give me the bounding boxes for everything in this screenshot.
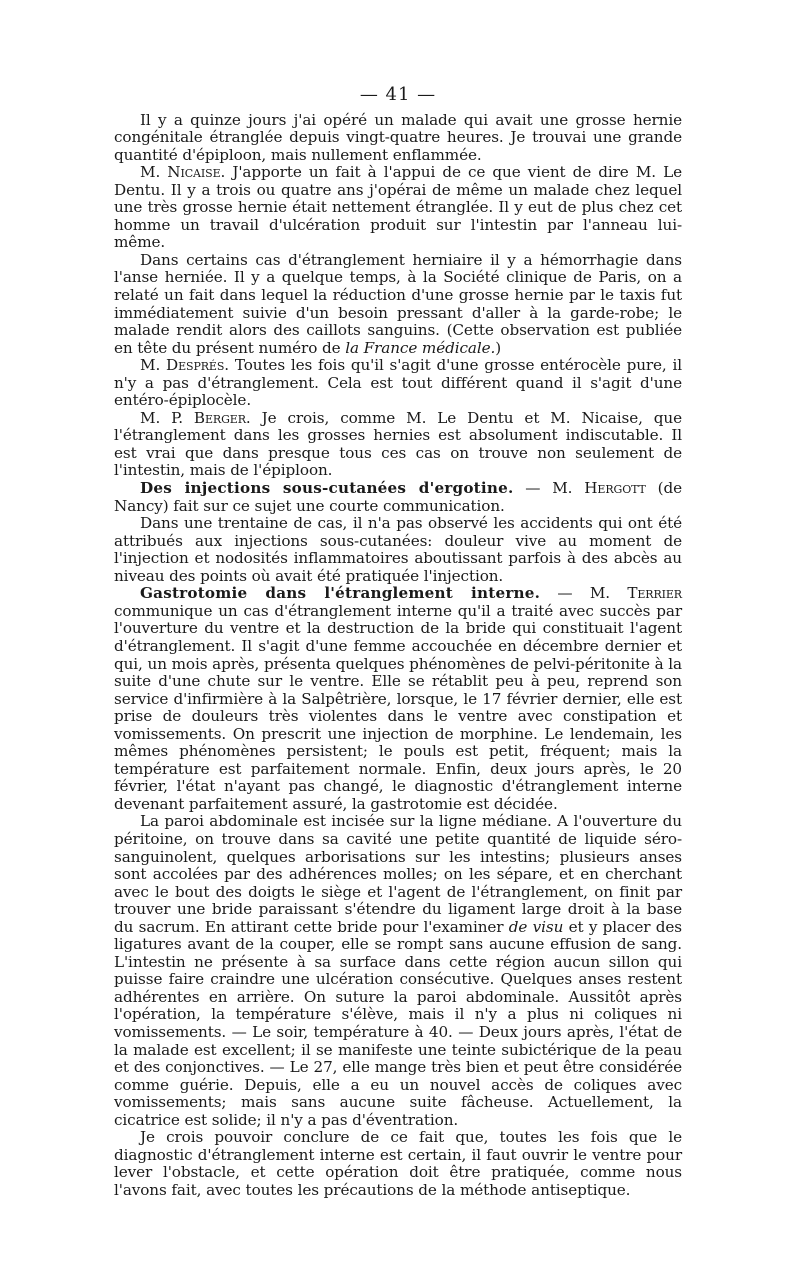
paragraph-8-text: communique un cas d'étranglement interne qu'il a traité avec succès par l'ouverture du ventre et la destruction de la bride qui constituait l'agent d'étranglement. Il s'agit d'une femme accouchée en décembre dernier et qui, un mois après, présenta quelques phénomènes de pelvi-péritonite à la suite d'une chute sur le ventre. Elle se rétablit peu à peu, reprend son service d'infirmière à la Salpêtrière, lorsque, le 17 février dernier, elle est prise de douleurs très violentes dans le ventre avec constipation et vomissements. On prescrit une injection de morphine. Le lendemain, les mêmes phénomènes persistent; le pouls est petit, fréquent; mais la température est parfaitement normale. Enfin, deux jours après, le 20 février, l'état n'ayant pas changé, le diagnostic d'étranglement interne devenant parfaitement assuré, la gastrotomie est décidée. [114, 601, 682, 813]
journal-title: la France médicale. [345, 338, 496, 357]
speaker-nicaise: M. Nicaise. [140, 163, 226, 182]
paragraph-10 [114, 1129, 682, 1199]
paragraph-5-text: Je crois, comme M. Le Dentu et M. Nicaise, que l'étranglement dans les grosses hernies est absolument indiscutable. Il est vrai que dans presque tous ces cas on trouve non seulement de l'intestin, mais de l'épiploon. [114, 408, 682, 480]
document-page [114, 86, 682, 1199]
paragraph-1-text: Il y a quinze jours j'ai opéré un malade qui avait une grosse hernie congénitale étranglée depuis vingt-quatre heures. Je trouvai une grande quantité d'épiploon, mais nullement enflammée. [114, 110, 682, 164]
paragraph-9-text: La paroi abdominale est incisée sur la ligne médiane. A l'ouverture du péritoine, on trouve dans sa cavité une petite quantité de liquide séro-sanguinolent, quelques arborisations sur les intestins; plusieurs anses sont accolées par des adhérences molles; on les sépare, et en cherchant avec le bout des doigts le siège et l'agent de l'étranglement, on finit par trouver une bride paraissant s'étendre du ligament large droit à la base du sacrum. En attirant cette bride pour l'examiner [114, 812, 682, 936]
paragraph-7-text: Dans une trentaine de cas, il n'a pas observé les accidents qui ont été attribués aux injections sous-cutanées: douleur vive au moment de l'injection et nodosités inflammatoires aboutissant parfois à des abcès au niveau des points où avait été pratiquée l'injection. [114, 514, 682, 585]
paragraph-4-text: Toutes les fois qu'il s'agit d'une grosse entérocèle pure, il n'y a pas d'étranglement. Cela est tout différent quand il s'agit d'une entéro-épiplocèle. [114, 356, 682, 410]
paragraph-5 [114, 410, 682, 480]
paragraph-4 [114, 357, 682, 410]
paragraph-8-dash: — M. [540, 584, 628, 603]
paragraph-3-end: ) [495, 338, 502, 357]
paragraph-3 [114, 252, 682, 357]
page-number: — 41 — [359, 84, 437, 105]
paragraph-1 [114, 112, 682, 165]
author-terrier: Terrier [627, 584, 682, 603]
paragraph-6-text: (de Nancy) fait sur ce sujet une courte communication. [114, 479, 682, 515]
paragraph-7 [114, 515, 682, 585]
section-heading-ergotine: Des injections sous-cutanées d'ergotine. [140, 479, 514, 498]
paragraph-9-text-b: et y placer des ligatures avant de la couper, elle se rompt sans aucune effusion de sang. L'intestin ne présente à sa surface dans cette région aucun sillon qui puisse faire craindre une ulcération consécutive. Quelques anses restent adhérentes en arrière. On suture la paroi abdominale. Aussitôt après l'opération, la température s'élève, mais il n'y a plus ni coliques ni vomissements. — Le soir, température à 40. — Deux jours après, l'état de la malade est excellent; il se manifeste une teinte subictérique de la peau et des conjonctives. — Le 27, elle mange très bien et peut être considérée comme guérie. Depuis, elle a eu un nouvel accès de coliques avec vomissements; mais sans aucune suite fâcheuse. Actuellement, la cicatrice est solide; il n'y a pas d'éventration. [114, 917, 682, 1129]
paragraph-10-text: Je crois pouvoir conclure de ce fait que, toutes les fois que le diagnostic d'étranglement interne est certain, il faut ouvrir le ventre pour lever l'obstacle, et cette opération doit être pratiquée, comme nous l'avons fait, avec toutes les précautions de la méthode antiseptique. [114, 1128, 682, 1199]
author-hergott: Hergott [584, 479, 646, 498]
speaker-berger: M. P. Berger. [140, 408, 251, 427]
paragraph-8 [114, 585, 682, 813]
paragraph-6 [114, 480, 682, 515]
de-visu: de visu [508, 917, 564, 936]
paragraph-3-text: Dans certains cas d'étranglement herniaire il y a hémorrhagie dans l'anse herniée. Il y a quelque temps, à la Société clinique de Paris, on a relaté un fait dans lequel la réduction d'une grosse hernie par le taxis fut immédiatement suivie d'un besoin pressant d'aller à la garde-robe; le malade rendit alors des caillots sanguins. (Cette observation est publiée en tête du présent numéro de [114, 250, 682, 357]
speaker-despres: M. Després. [140, 356, 230, 375]
paragraph-2-text: J'apporte un fait à l'appui de ce que vient de dire M. Le Dentu. Il y a trois ou quatre ans j'opérai de même un malade chez lequel une très grosse hernie était nettement étranglée. Il y eut de plus chez cet homme un travail d'ulcération produit sur l'intestin par l'anneau lui-même. [114, 163, 682, 252]
paragraph-9 [114, 813, 682, 1129]
section-heading-gastrotomie: Gastrotomie dans l'étranglement interne. [140, 584, 541, 603]
paragraph-2 [114, 164, 682, 252]
paragraph-6-dash: — M. [513, 479, 585, 498]
